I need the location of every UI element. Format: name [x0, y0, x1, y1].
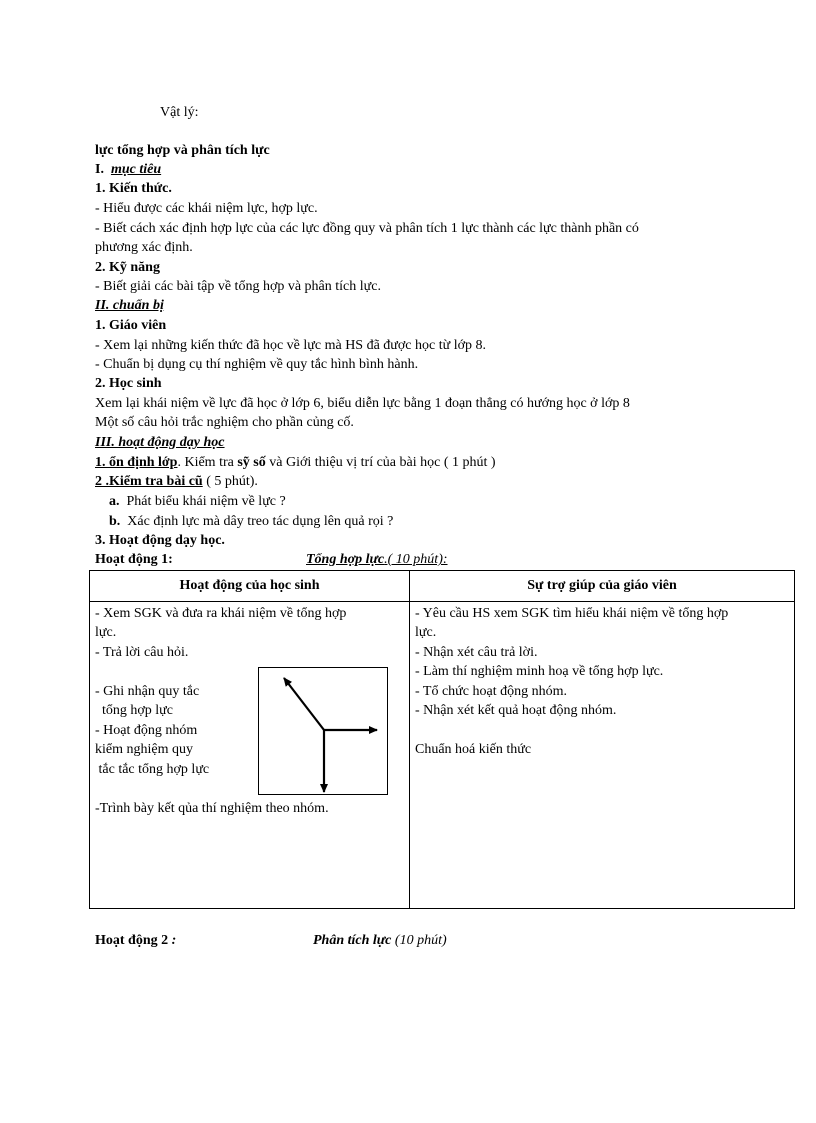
- activity2-label: Hoạt động 2: [95, 933, 169, 948]
- student-line: - Xem SGK và đưa ra khái niệm về tổng hợp: [95, 606, 347, 621]
- teacher-line: - Làm thí nghiệm minh hoạ về tổng hợp lực.: [415, 664, 664, 679]
- skills-heading: 2. Kỹ năng: [95, 260, 160, 275]
- question-b-text: Xác định lực mà dây treo tác dụng lên quả rọi ?: [127, 514, 394, 529]
- teacher-item-2: - Chuẩn bị dụng cụ thí nghiệm về quy tắc hình bình hành.: [95, 357, 419, 372]
- section2-heading: II. chuẩn bị: [95, 298, 164, 313]
- activity2-title-line: [313, 932, 447, 950]
- student-line: tắc tắc tổng hợp lực: [95, 762, 210, 777]
- activity1-label: Hoạt động 1:: [95, 552, 173, 567]
- knowledge-heading: 1. Kiến thức.: [95, 181, 172, 196]
- activity1-table: [89, 570, 795, 909]
- student-cell: [90, 602, 410, 909]
- section1-title: mục tiêu: [110, 162, 162, 177]
- step1-text-b: và Giới thiệu vị trí của bài học ( 1 phút ): [265, 455, 496, 470]
- teacher-line: - Nhận xét kết quả hoạt động nhóm.: [415, 703, 617, 718]
- step2-text: ( 5 phút).: [202, 474, 258, 489]
- header-student: Hoạt động của học sinh: [90, 571, 410, 602]
- teacher-item-1: - Xem lại những kiến thức đã học về lực mà HS đã được học từ lớp 8.: [95, 338, 486, 353]
- teacher-line: - Yêu cầu HS xem SGK tìm hiểu khái niệm về tổng hợp: [415, 606, 729, 621]
- force-diagram: [258, 667, 388, 795]
- student-line: tổng hợp lực: [95, 703, 173, 718]
- section3-heading: III. hoạt động dạy học: [95, 435, 225, 450]
- activity1-title-line: [306, 551, 448, 569]
- teacher-cell: [410, 602, 795, 909]
- activity2-duration: (10 phút): [391, 933, 447, 948]
- resultant-force-arrow: [284, 678, 324, 730]
- activity2-label-line: [95, 932, 176, 950]
- activity1-duration: .( 10 phút):: [384, 552, 448, 567]
- question-a: [109, 493, 286, 511]
- student-heading: 2. Học sinh: [95, 376, 162, 391]
- student-line: kiểm nghiệm quy: [95, 742, 193, 757]
- subject-label: Vật lý:: [160, 105, 199, 120]
- student-item-2: Một số câu hỏi trắc nghiệm cho phần củng cố.: [95, 415, 354, 430]
- section1-heading: [95, 161, 161, 179]
- student-line: - Trả lời câu hỏi.: [95, 645, 189, 660]
- question-b: [109, 513, 393, 531]
- skills-item-1: - Biết giải các bài tập về tổng hợp và phân tích lực.: [95, 279, 381, 294]
- question-b-marker: b.: [109, 514, 121, 529]
- step2-label: 2 .Kiểm tra bài cũ: [95, 474, 203, 489]
- table-header-row: [90, 571, 795, 602]
- question-a-marker: a.: [109, 494, 120, 509]
- teacher-line: - Tổ chức hoạt động nhóm.: [415, 684, 567, 699]
- activity2-title: Phân tích lực: [313, 933, 392, 948]
- step3-heading: 3. Hoạt động dạy học.: [95, 533, 225, 548]
- teacher-heading: 1. Giáo viên: [95, 318, 167, 333]
- student-item-1: Xem lại khái niệm về lực đã học ở lớp 6, biểu diễn lực bằng 1 đoạn thẳng có hướng học ở lớp 8: [95, 396, 630, 411]
- teacher-line: lực.: [415, 625, 437, 640]
- student-line: - Ghi nhận quy tắc: [95, 684, 200, 699]
- student-line: - Hoạt động nhóm: [95, 723, 198, 738]
- activity2-colon: :: [168, 933, 177, 948]
- student-line: lực.: [95, 625, 117, 640]
- step1-label: 1. ổn định lớp: [95, 455, 178, 470]
- step1-line: [95, 454, 496, 472]
- table-body-row: [90, 602, 795, 909]
- step1-bold: sỹ số: [237, 455, 266, 470]
- header-teacher: Sự trợ giúp của giáo viên: [410, 571, 795, 602]
- student-line: -Trình bày kết qủa thí nghiệm theo nhóm.: [95, 801, 329, 816]
- question-a-text: Phát biểu khái niệm về lực ?: [126, 494, 286, 509]
- step1-text-a: . Kiểm tra: [177, 455, 238, 470]
- lesson-title: lực tổng hợp và phân tích lực: [95, 143, 270, 158]
- section1-number: I.: [95, 162, 104, 177]
- teacher-line: Chuẩn hoá kiến thức: [415, 742, 532, 757]
- teacher-line: - Nhận xét câu trả lời.: [415, 645, 538, 660]
- knowledge-item-2: - Biết cách xác định hợp lực của các lực đồng quy và phân tích 1 lực thành các lực thành phần có: [95, 221, 639, 236]
- knowledge-item-1: - Hiểu được các khái niệm lực, hợp lực.: [95, 201, 318, 216]
- step2-line: [95, 473, 258, 491]
- activity1-title: Tổng hợp lực: [306, 552, 385, 567]
- force-vectors-svg: [259, 668, 387, 794]
- knowledge-item-2-cont: phương xác định.: [95, 240, 193, 255]
